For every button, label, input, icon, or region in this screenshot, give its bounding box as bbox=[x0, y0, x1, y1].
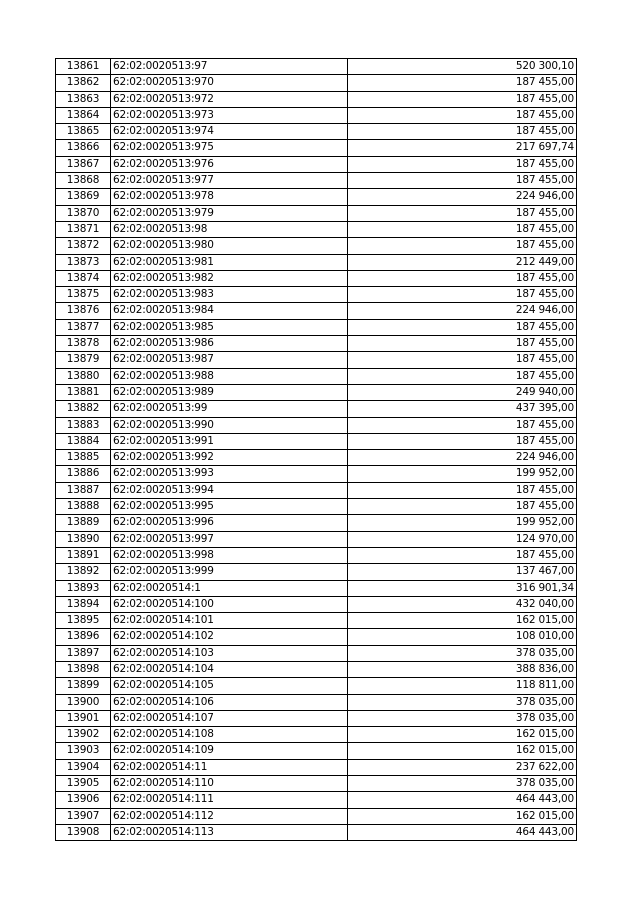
cadastral-value-table bbox=[55, 58, 577, 841]
table-row bbox=[56, 645, 577, 661]
cadastral-value-cell: 199 952,00 bbox=[348, 466, 577, 482]
cadastral-number-cell: 62:02:0020513:975 bbox=[111, 140, 348, 156]
table-row bbox=[56, 140, 577, 156]
row-number-cell: 13901 bbox=[56, 710, 111, 726]
cadastral-number-cell: 62:02:0020513:999 bbox=[111, 564, 348, 580]
cadastral-number-cell: 62:02:0020514:106 bbox=[111, 694, 348, 710]
cadastral-number-cell: 62:02:0020514:108 bbox=[111, 727, 348, 743]
table-row bbox=[56, 482, 577, 498]
row-number-cell: 13888 bbox=[56, 499, 111, 515]
cadastral-number-cell: 62:02:0020513:981 bbox=[111, 254, 348, 270]
cadastral-number-cell: 62:02:0020513:97 bbox=[111, 59, 348, 75]
row-number-cell: 13871 bbox=[56, 221, 111, 237]
cadastral-value-cell: 217 697,74 bbox=[348, 140, 577, 156]
cadastral-number-cell: 62:02:0020514:113 bbox=[111, 824, 348, 840]
cadastral-number-cell: 62:02:0020513:993 bbox=[111, 466, 348, 482]
row-number-cell: 13885 bbox=[56, 450, 111, 466]
row-number-cell: 13884 bbox=[56, 433, 111, 449]
cadastral-value-cell: 187 455,00 bbox=[348, 107, 577, 123]
row-number-cell: 13867 bbox=[56, 156, 111, 172]
cadastral-number-cell: 62:02:0020513:988 bbox=[111, 368, 348, 384]
cadastral-number-cell: 62:02:0020513:977 bbox=[111, 173, 348, 189]
row-number-cell: 13899 bbox=[56, 678, 111, 694]
table-row bbox=[56, 221, 577, 237]
table-row bbox=[56, 75, 577, 91]
cadastral-number-cell: 62:02:0020514:111 bbox=[111, 792, 348, 808]
cadastral-number-cell: 62:02:0020513:983 bbox=[111, 287, 348, 303]
cadastral-number-cell: 62:02:0020513:99 bbox=[111, 401, 348, 417]
cadastral-value-cell: 187 455,00 bbox=[348, 417, 577, 433]
table-row bbox=[56, 824, 577, 840]
cadastral-number-cell: 62:02:0020514:105 bbox=[111, 678, 348, 694]
row-number-cell: 13880 bbox=[56, 368, 111, 384]
row-number-cell: 13898 bbox=[56, 661, 111, 677]
cadastral-value-cell: 199 952,00 bbox=[348, 515, 577, 531]
table-row bbox=[56, 564, 577, 580]
table-row bbox=[56, 450, 577, 466]
cadastral-number-cell: 62:02:0020513:997 bbox=[111, 531, 348, 547]
cadastral-value-cell: 187 455,00 bbox=[348, 319, 577, 335]
table-row bbox=[56, 710, 577, 726]
table-row bbox=[56, 466, 577, 482]
cadastral-value-cell: 212 449,00 bbox=[348, 254, 577, 270]
table-row bbox=[56, 91, 577, 107]
cadastral-value-cell: 162 015,00 bbox=[348, 808, 577, 824]
table-row bbox=[56, 433, 577, 449]
table-row bbox=[56, 792, 577, 808]
cadastral-value-cell: 187 455,00 bbox=[348, 91, 577, 107]
cadastral-number-cell: 62:02:0020513:985 bbox=[111, 319, 348, 335]
cadastral-value-cell: 378 035,00 bbox=[348, 645, 577, 661]
cadastral-number-cell: 62:02:0020513:979 bbox=[111, 205, 348, 221]
row-number-cell: 13904 bbox=[56, 759, 111, 775]
row-number-cell: 13894 bbox=[56, 596, 111, 612]
cadastral-number-cell: 62:02:0020514:100 bbox=[111, 596, 348, 612]
cadastral-value-cell: 162 015,00 bbox=[348, 743, 577, 759]
cadastral-number-cell: 62:02:0020513:986 bbox=[111, 336, 348, 352]
cadastral-value-cell: 249 940,00 bbox=[348, 384, 577, 400]
table-row bbox=[56, 189, 577, 205]
row-number-cell: 13889 bbox=[56, 515, 111, 531]
cadastral-value-cell: 187 455,00 bbox=[348, 547, 577, 563]
cadastral-value-cell: 137 467,00 bbox=[348, 564, 577, 580]
row-number-cell: 13864 bbox=[56, 107, 111, 123]
row-number-cell: 13907 bbox=[56, 808, 111, 824]
row-number-cell: 13881 bbox=[56, 384, 111, 400]
table-row bbox=[56, 661, 577, 677]
cadastral-value-cell: 224 946,00 bbox=[348, 450, 577, 466]
table-row bbox=[56, 205, 577, 221]
table-row bbox=[56, 694, 577, 710]
cadastral-value-cell: 432 040,00 bbox=[348, 596, 577, 612]
row-number-cell: 13891 bbox=[56, 547, 111, 563]
cadastral-number-cell: 62:02:0020513:970 bbox=[111, 75, 348, 91]
table-row bbox=[56, 499, 577, 515]
cadastral-number-cell: 62:02:0020513:984 bbox=[111, 303, 348, 319]
row-number-cell: 13872 bbox=[56, 238, 111, 254]
row-number-cell: 13882 bbox=[56, 401, 111, 417]
row-number-cell: 13876 bbox=[56, 303, 111, 319]
cadastral-number-cell: 62:02:0020513:972 bbox=[111, 91, 348, 107]
table-row bbox=[56, 107, 577, 123]
row-number-cell: 13890 bbox=[56, 531, 111, 547]
table-row bbox=[56, 629, 577, 645]
cadastral-value-cell: 224 946,00 bbox=[348, 189, 577, 205]
cadastral-number-cell: 62:02:0020513:987 bbox=[111, 352, 348, 368]
table-row bbox=[56, 580, 577, 596]
row-number-cell: 13874 bbox=[56, 270, 111, 286]
cadastral-number-cell: 62:02:0020514:109 bbox=[111, 743, 348, 759]
row-number-cell: 13903 bbox=[56, 743, 111, 759]
cadastral-value-cell: 187 455,00 bbox=[348, 482, 577, 498]
row-number-cell: 13906 bbox=[56, 792, 111, 808]
table-row bbox=[56, 336, 577, 352]
cadastral-number-cell: 62:02:0020513:995 bbox=[111, 499, 348, 515]
table-row bbox=[56, 743, 577, 759]
cadastral-value-cell: 187 455,00 bbox=[348, 336, 577, 352]
cadastral-value-cell: 187 455,00 bbox=[348, 75, 577, 91]
table-row bbox=[56, 547, 577, 563]
cadastral-value-cell: 187 455,00 bbox=[348, 287, 577, 303]
row-number-cell: 13883 bbox=[56, 417, 111, 433]
cadastral-value-cell: 187 455,00 bbox=[348, 173, 577, 189]
cadastral-value-cell: 187 455,00 bbox=[348, 124, 577, 140]
table-row bbox=[56, 384, 577, 400]
cadastral-number-cell: 62:02:0020513:996 bbox=[111, 515, 348, 531]
cadastral-number-cell: 62:02:0020514:107 bbox=[111, 710, 348, 726]
row-number-cell: 13886 bbox=[56, 466, 111, 482]
row-number-cell: 13897 bbox=[56, 645, 111, 661]
cadastral-value-table-page bbox=[55, 58, 577, 841]
cadastral-value-cell: 108 010,00 bbox=[348, 629, 577, 645]
row-number-cell: 13873 bbox=[56, 254, 111, 270]
cadastral-number-cell: 62:02:0020513:978 bbox=[111, 189, 348, 205]
row-number-cell: 13869 bbox=[56, 189, 111, 205]
cadastral-number-cell: 62:02:0020513:994 bbox=[111, 482, 348, 498]
cadastral-value-cell: 118 811,00 bbox=[348, 678, 577, 694]
row-number-cell: 13866 bbox=[56, 140, 111, 156]
row-number-cell: 13892 bbox=[56, 564, 111, 580]
cadastral-value-cell: 187 455,00 bbox=[348, 221, 577, 237]
table-row bbox=[56, 173, 577, 189]
row-number-cell: 13868 bbox=[56, 173, 111, 189]
table-row bbox=[56, 238, 577, 254]
cadastral-value-cell: 187 455,00 bbox=[348, 156, 577, 172]
row-number-cell: 13893 bbox=[56, 580, 111, 596]
cadastral-number-cell: 62:02:0020514:110 bbox=[111, 776, 348, 792]
cadastral-number-cell: 62:02:0020514:103 bbox=[111, 645, 348, 661]
row-number-cell: 13861 bbox=[56, 59, 111, 75]
row-number-cell: 13865 bbox=[56, 124, 111, 140]
row-number-cell: 13887 bbox=[56, 482, 111, 498]
cadastral-number-cell: 62:02:0020513:989 bbox=[111, 384, 348, 400]
row-number-cell: 13875 bbox=[56, 287, 111, 303]
table-row bbox=[56, 417, 577, 433]
table-row bbox=[56, 759, 577, 775]
cadastral-number-cell: 62:02:0020514:1 bbox=[111, 580, 348, 596]
cadastral-number-cell: 62:02:0020513:991 bbox=[111, 433, 348, 449]
cadastral-value-cell: 162 015,00 bbox=[348, 727, 577, 743]
cadastral-number-cell: 62:02:0020513:976 bbox=[111, 156, 348, 172]
cadastral-value-cell: 316 901,34 bbox=[348, 580, 577, 596]
row-number-cell: 13878 bbox=[56, 336, 111, 352]
cadastral-number-cell: 62:02:0020514:11 bbox=[111, 759, 348, 775]
cadastral-number-cell: 62:02:0020514:101 bbox=[111, 613, 348, 629]
row-number-cell: 13877 bbox=[56, 319, 111, 335]
cadastral-number-cell: 62:02:0020513:973 bbox=[111, 107, 348, 123]
cadastral-number-cell: 62:02:0020513:982 bbox=[111, 270, 348, 286]
table-row bbox=[56, 531, 577, 547]
cadastral-value-cell: 187 455,00 bbox=[348, 270, 577, 286]
cadastral-value-cell: 187 455,00 bbox=[348, 368, 577, 384]
cadastral-value-cell: 464 443,00 bbox=[348, 792, 577, 808]
cadastral-value-cell: 378 035,00 bbox=[348, 694, 577, 710]
cadastral-value-cell: 187 455,00 bbox=[348, 205, 577, 221]
cadastral-value-cell: 388 836,00 bbox=[348, 661, 577, 677]
cadastral-value-cell: 187 455,00 bbox=[348, 433, 577, 449]
cadastral-number-cell: 62:02:0020513:990 bbox=[111, 417, 348, 433]
table-row bbox=[56, 124, 577, 140]
table-row bbox=[56, 727, 577, 743]
table-row bbox=[56, 596, 577, 612]
row-number-cell: 13862 bbox=[56, 75, 111, 91]
cadastral-value-cell: 124 970,00 bbox=[348, 531, 577, 547]
row-number-cell: 13905 bbox=[56, 776, 111, 792]
row-number-cell: 13895 bbox=[56, 613, 111, 629]
cadastral-value-cell: 378 035,00 bbox=[348, 776, 577, 792]
cadastral-number-cell: 62:02:0020514:104 bbox=[111, 661, 348, 677]
row-number-cell: 13863 bbox=[56, 91, 111, 107]
row-number-cell: 13896 bbox=[56, 629, 111, 645]
row-number-cell: 13879 bbox=[56, 352, 111, 368]
cadastral-number-cell: 62:02:0020513:98 bbox=[111, 221, 348, 237]
cadastral-value-cell: 187 455,00 bbox=[348, 499, 577, 515]
cadastral-value-cell: 378 035,00 bbox=[348, 710, 577, 726]
table-body bbox=[56, 59, 577, 841]
cadastral-value-cell: 464 443,00 bbox=[348, 824, 577, 840]
table-row bbox=[56, 401, 577, 417]
cadastral-value-cell: 520 300,10 bbox=[348, 59, 577, 75]
cadastral-value-cell: 237 622,00 bbox=[348, 759, 577, 775]
cadastral-number-cell: 62:02:0020514:112 bbox=[111, 808, 348, 824]
table-row bbox=[56, 808, 577, 824]
cadastral-number-cell: 62:02:0020513:992 bbox=[111, 450, 348, 466]
cadastral-value-cell: 187 455,00 bbox=[348, 238, 577, 254]
cadastral-value-cell: 162 015,00 bbox=[348, 613, 577, 629]
cadastral-number-cell: 62:02:0020513:974 bbox=[111, 124, 348, 140]
cadastral-value-cell: 224 946,00 bbox=[348, 303, 577, 319]
table-row bbox=[56, 270, 577, 286]
table-row bbox=[56, 59, 577, 75]
table-row bbox=[56, 156, 577, 172]
table-row bbox=[56, 613, 577, 629]
table-row bbox=[56, 368, 577, 384]
table-row bbox=[56, 352, 577, 368]
cadastral-number-cell: 62:02:0020513:998 bbox=[111, 547, 348, 563]
table-row bbox=[56, 319, 577, 335]
cadastral-value-cell: 437 395,00 bbox=[348, 401, 577, 417]
table-row bbox=[56, 287, 577, 303]
table-row bbox=[56, 776, 577, 792]
row-number-cell: 13902 bbox=[56, 727, 111, 743]
table-row bbox=[56, 254, 577, 270]
row-number-cell: 13908 bbox=[56, 824, 111, 840]
row-number-cell: 13870 bbox=[56, 205, 111, 221]
row-number-cell: 13900 bbox=[56, 694, 111, 710]
cadastral-number-cell: 62:02:0020514:102 bbox=[111, 629, 348, 645]
table-row bbox=[56, 303, 577, 319]
table-row bbox=[56, 515, 577, 531]
table-row bbox=[56, 678, 577, 694]
cadastral-value-cell: 187 455,00 bbox=[348, 352, 577, 368]
cadastral-number-cell: 62:02:0020513:980 bbox=[111, 238, 348, 254]
